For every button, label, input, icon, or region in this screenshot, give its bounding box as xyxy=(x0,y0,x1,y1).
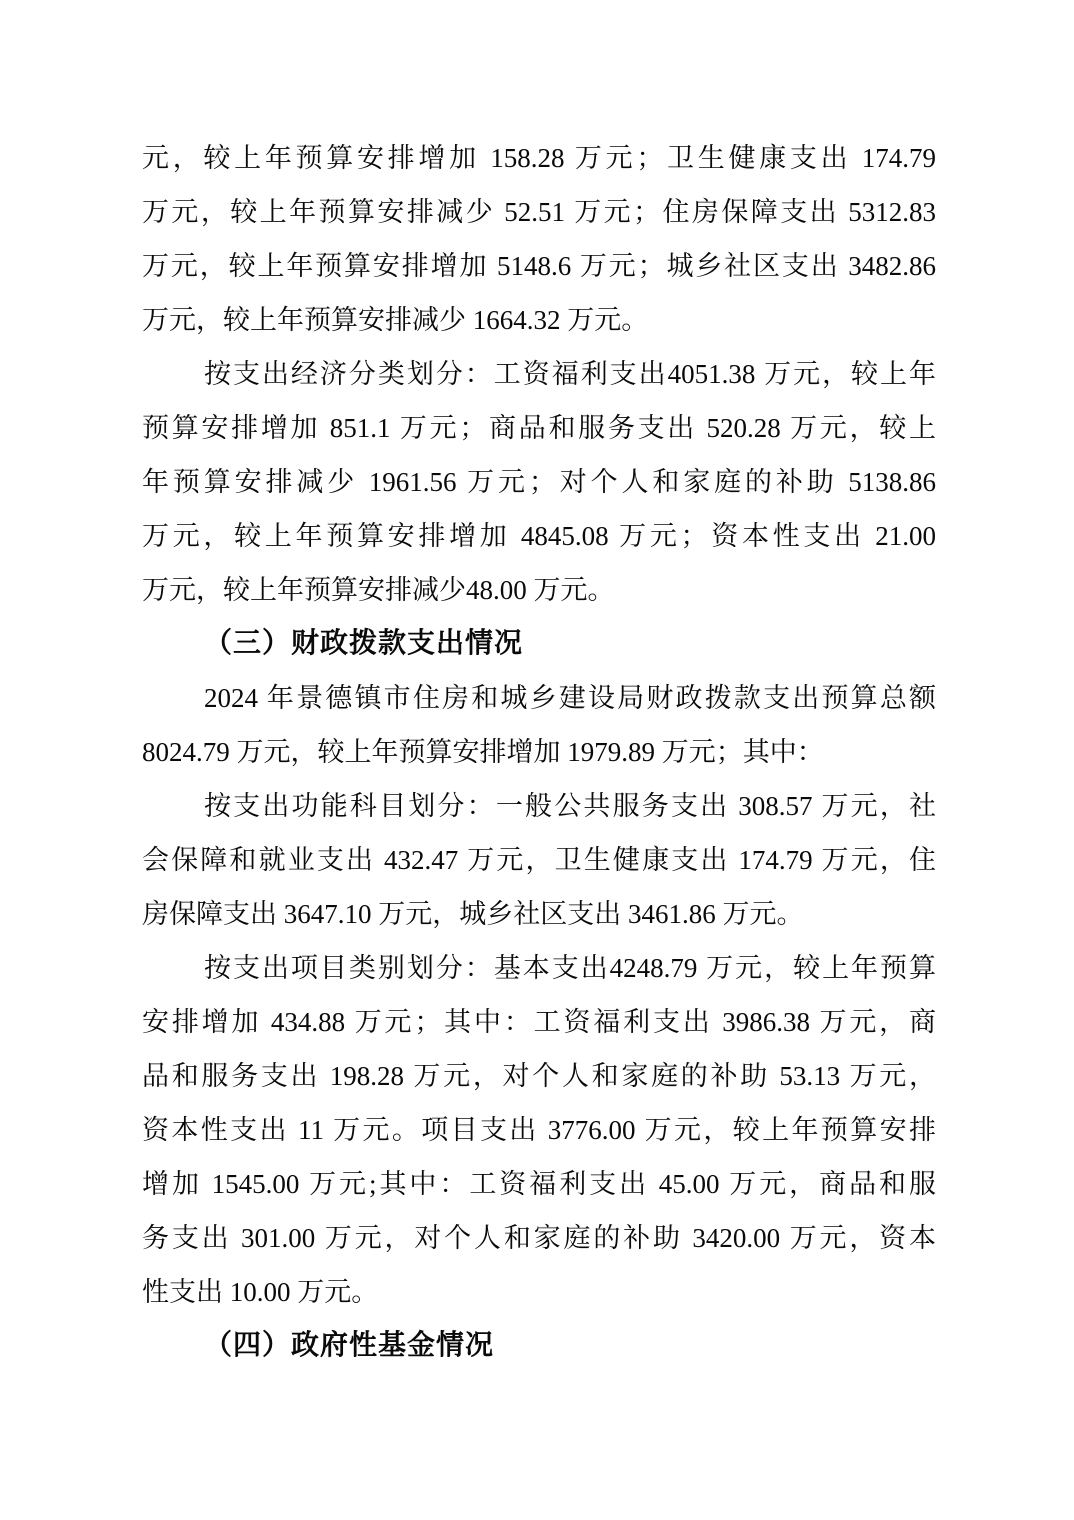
text-line: 房保障支出 3647.10 万元，城乡社区支出 3461.86 万元。 xyxy=(142,899,804,929)
paragraph-expenditure-by-function-continued xyxy=(142,131,936,347)
text-line: 性支出 10.00 万元。 xyxy=(142,1277,379,1307)
text-line: 安排增加 434.88 万元；其中：工资福利支出 3986.38 万元，商 xyxy=(142,1007,936,1037)
paragraph-fiscal-allocation-total xyxy=(142,671,936,779)
text-line: 元，较上年预算安排增加 158.28 万元；卫生健康支出 174.79 xyxy=(142,143,936,173)
text-line: 万元，较上年预算安排增加 5148.6 万元；城乡社区支出 3482.86 xyxy=(142,251,936,281)
heading-line: （三）财政拨款支出情况 xyxy=(204,628,524,659)
text-line: 2024 年景德镇市住房和城乡建设局财政拨款支出预算总额 xyxy=(204,683,936,713)
text-line: 增加 1545.00 万元;其中：工资福利支出 45.00 万元，商品和服 xyxy=(142,1169,936,1199)
text-line: 按支出项目类别划分：基本支出4248.79 万元，较上年预算 xyxy=(204,953,936,983)
text-line: 品和服务支出 198.28 万元，对个人和家庭的补助 53.13 万元， xyxy=(142,1061,936,1091)
paragraph-by-functional-subject xyxy=(142,779,936,941)
text-line: 资本性支出 11 万元。项目支出 3776.00 万元，较上年预算安排 xyxy=(142,1115,936,1145)
text-line: 按支出功能科目划分：一般公共服务支出 308.57 万元，社 xyxy=(204,791,936,821)
text-line: 万元，较上年预算安排减少48.00 万元。 xyxy=(142,575,615,605)
text-line: 按支出经济分类划分：工资福利支出4051.38 万元，较上年 xyxy=(204,359,936,389)
text-line: 年预算安排减少 1961.56 万元；对个人和家庭的补助 5138.86 xyxy=(142,467,936,497)
text-line: 预算安排增加 851.1 万元；商品和服务支出 520.28 万元，较上 xyxy=(142,413,936,443)
text-line: 8024.79 万元，较上年预算安排增加 1979.89 万元；其中： xyxy=(142,737,824,767)
paragraph-expenditure-by-economic-class xyxy=(142,347,936,617)
document-body xyxy=(142,131,936,1373)
section-heading-4-government-funds xyxy=(142,1319,936,1373)
text-line: 务支出 301.00 万元，对个人和家庭的补助 3420.00 万元，资本 xyxy=(142,1223,936,1253)
section-heading-3-fiscal-allocation-expenditure xyxy=(142,617,936,671)
text-line: 万元，较上年预算安排减少 1664.32 万元。 xyxy=(142,305,649,335)
paragraph-by-project-category xyxy=(142,941,936,1319)
text-line: 万元，较上年预算安排减少 52.51 万元；住房保障支出 5312.83 xyxy=(142,197,936,227)
text-line: 会保障和就业支出 432.47 万元，卫生健康支出 174.79 万元，住 xyxy=(142,845,936,875)
text-line: 万元，较上年预算安排增加 4845.08 万元；资本性支出 21.00 xyxy=(142,521,936,551)
heading-line: （四）政府性基金情况 xyxy=(204,1330,495,1361)
